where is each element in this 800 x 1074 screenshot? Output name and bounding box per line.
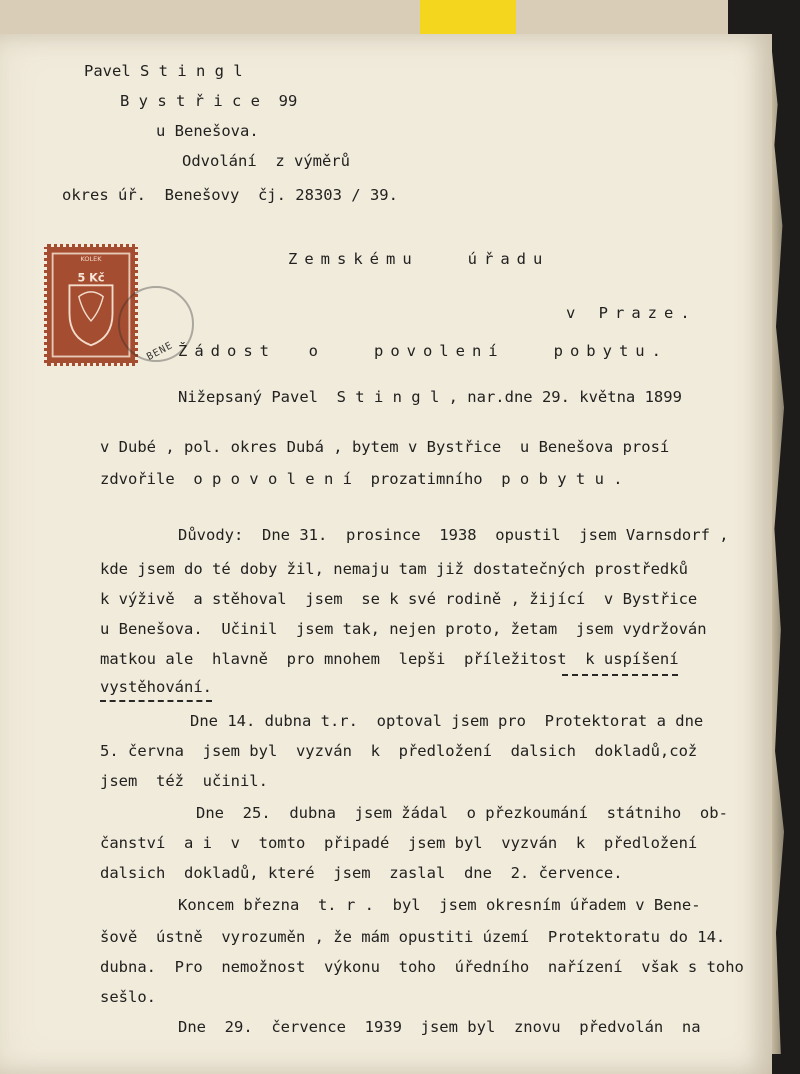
office-reference: okres úř. Benešovy čj. 28303 / 39. xyxy=(62,186,398,204)
sender-village: B y s t ř i c e 99 xyxy=(120,92,298,110)
body-line: Nižepsaný Pavel S t i n g l , nar.dne 29. května 1899 xyxy=(178,388,682,406)
stamp-value: 5 Kč xyxy=(77,271,105,285)
postmark-text: BENE xyxy=(145,340,176,363)
subject-line: Žádost o povolení pobytu. xyxy=(178,342,668,360)
body-line: Dne 14. dubna t.r. optoval jsem pro Protektorat a dne xyxy=(190,712,704,730)
appeal-reference: Odvolání z výměrů xyxy=(182,152,350,170)
body-line: dalsich dokladů, které jsem zaslal dne 2. července. xyxy=(100,864,623,882)
body-line: zdvořile o p o v o l e n í prozatimního p o b y t u . xyxy=(100,470,623,488)
body-line: kde jsem do té doby žil, nemaju tam již dostatečných prostředků xyxy=(100,560,688,578)
body-line: Dne 25. dubna jsem žádal o přezkoumání státniho ob- xyxy=(196,804,728,822)
addressee-office: Zemskému úřadu xyxy=(288,250,550,268)
body-line: čanství a i v tomto připadé jsem byl vyzván k předložení xyxy=(100,834,698,852)
sender-name: Pavel S t i n g l xyxy=(84,62,243,80)
body-line: k výživě a stěhoval jsem se k své rodině , žijící v Bystřice xyxy=(100,590,698,608)
underline-rule xyxy=(100,700,212,702)
shield-icon xyxy=(69,285,112,345)
body-line: Dne 29. července 1939 jsem byl znovu předvolán na xyxy=(178,1018,701,1036)
underline-rule xyxy=(562,674,678,676)
body-line: Důvody: Dne 31. prosince 1938 opustil jsem Varnsdorf , xyxy=(178,526,729,544)
body-line: 5. června jsem byl vyzván k předložení dalsich dokladů,což xyxy=(100,742,698,760)
body-line: u Benešova. Učinil jsem tak, nejen proto, žetam jsem vydržován xyxy=(100,620,707,638)
stamp-top-text: KOLEK xyxy=(80,255,102,263)
document-page xyxy=(0,34,772,1074)
body-line: sešlo. xyxy=(100,988,156,1006)
yellow-sticky-tab xyxy=(420,0,516,38)
body-line: jsem též učinil. xyxy=(100,772,268,790)
body-line: v Dubé , pol. okres Dubá , bytem v Bystřice u Benešova prosí xyxy=(100,438,670,456)
sender-town: u Benešova. xyxy=(156,122,259,140)
addressee-city: v Praze. xyxy=(566,304,697,322)
body-line: šově ústně vyrozuměn , že mám opustiti území Protektoratu do 14. xyxy=(100,928,726,946)
body-line: matkou ale hlavně pro mnohem lepši příležitost k uspíšení xyxy=(100,650,679,668)
body-line: dubna. Pro nemožnost výkonu toho úředního nařízení však s toho xyxy=(100,958,744,976)
lion-emblem-icon xyxy=(79,292,103,321)
body-line: vystěhování. xyxy=(100,678,212,696)
body-line: Koncem března t. r . byl jsem okresním úřadem v Bene- xyxy=(178,896,701,914)
